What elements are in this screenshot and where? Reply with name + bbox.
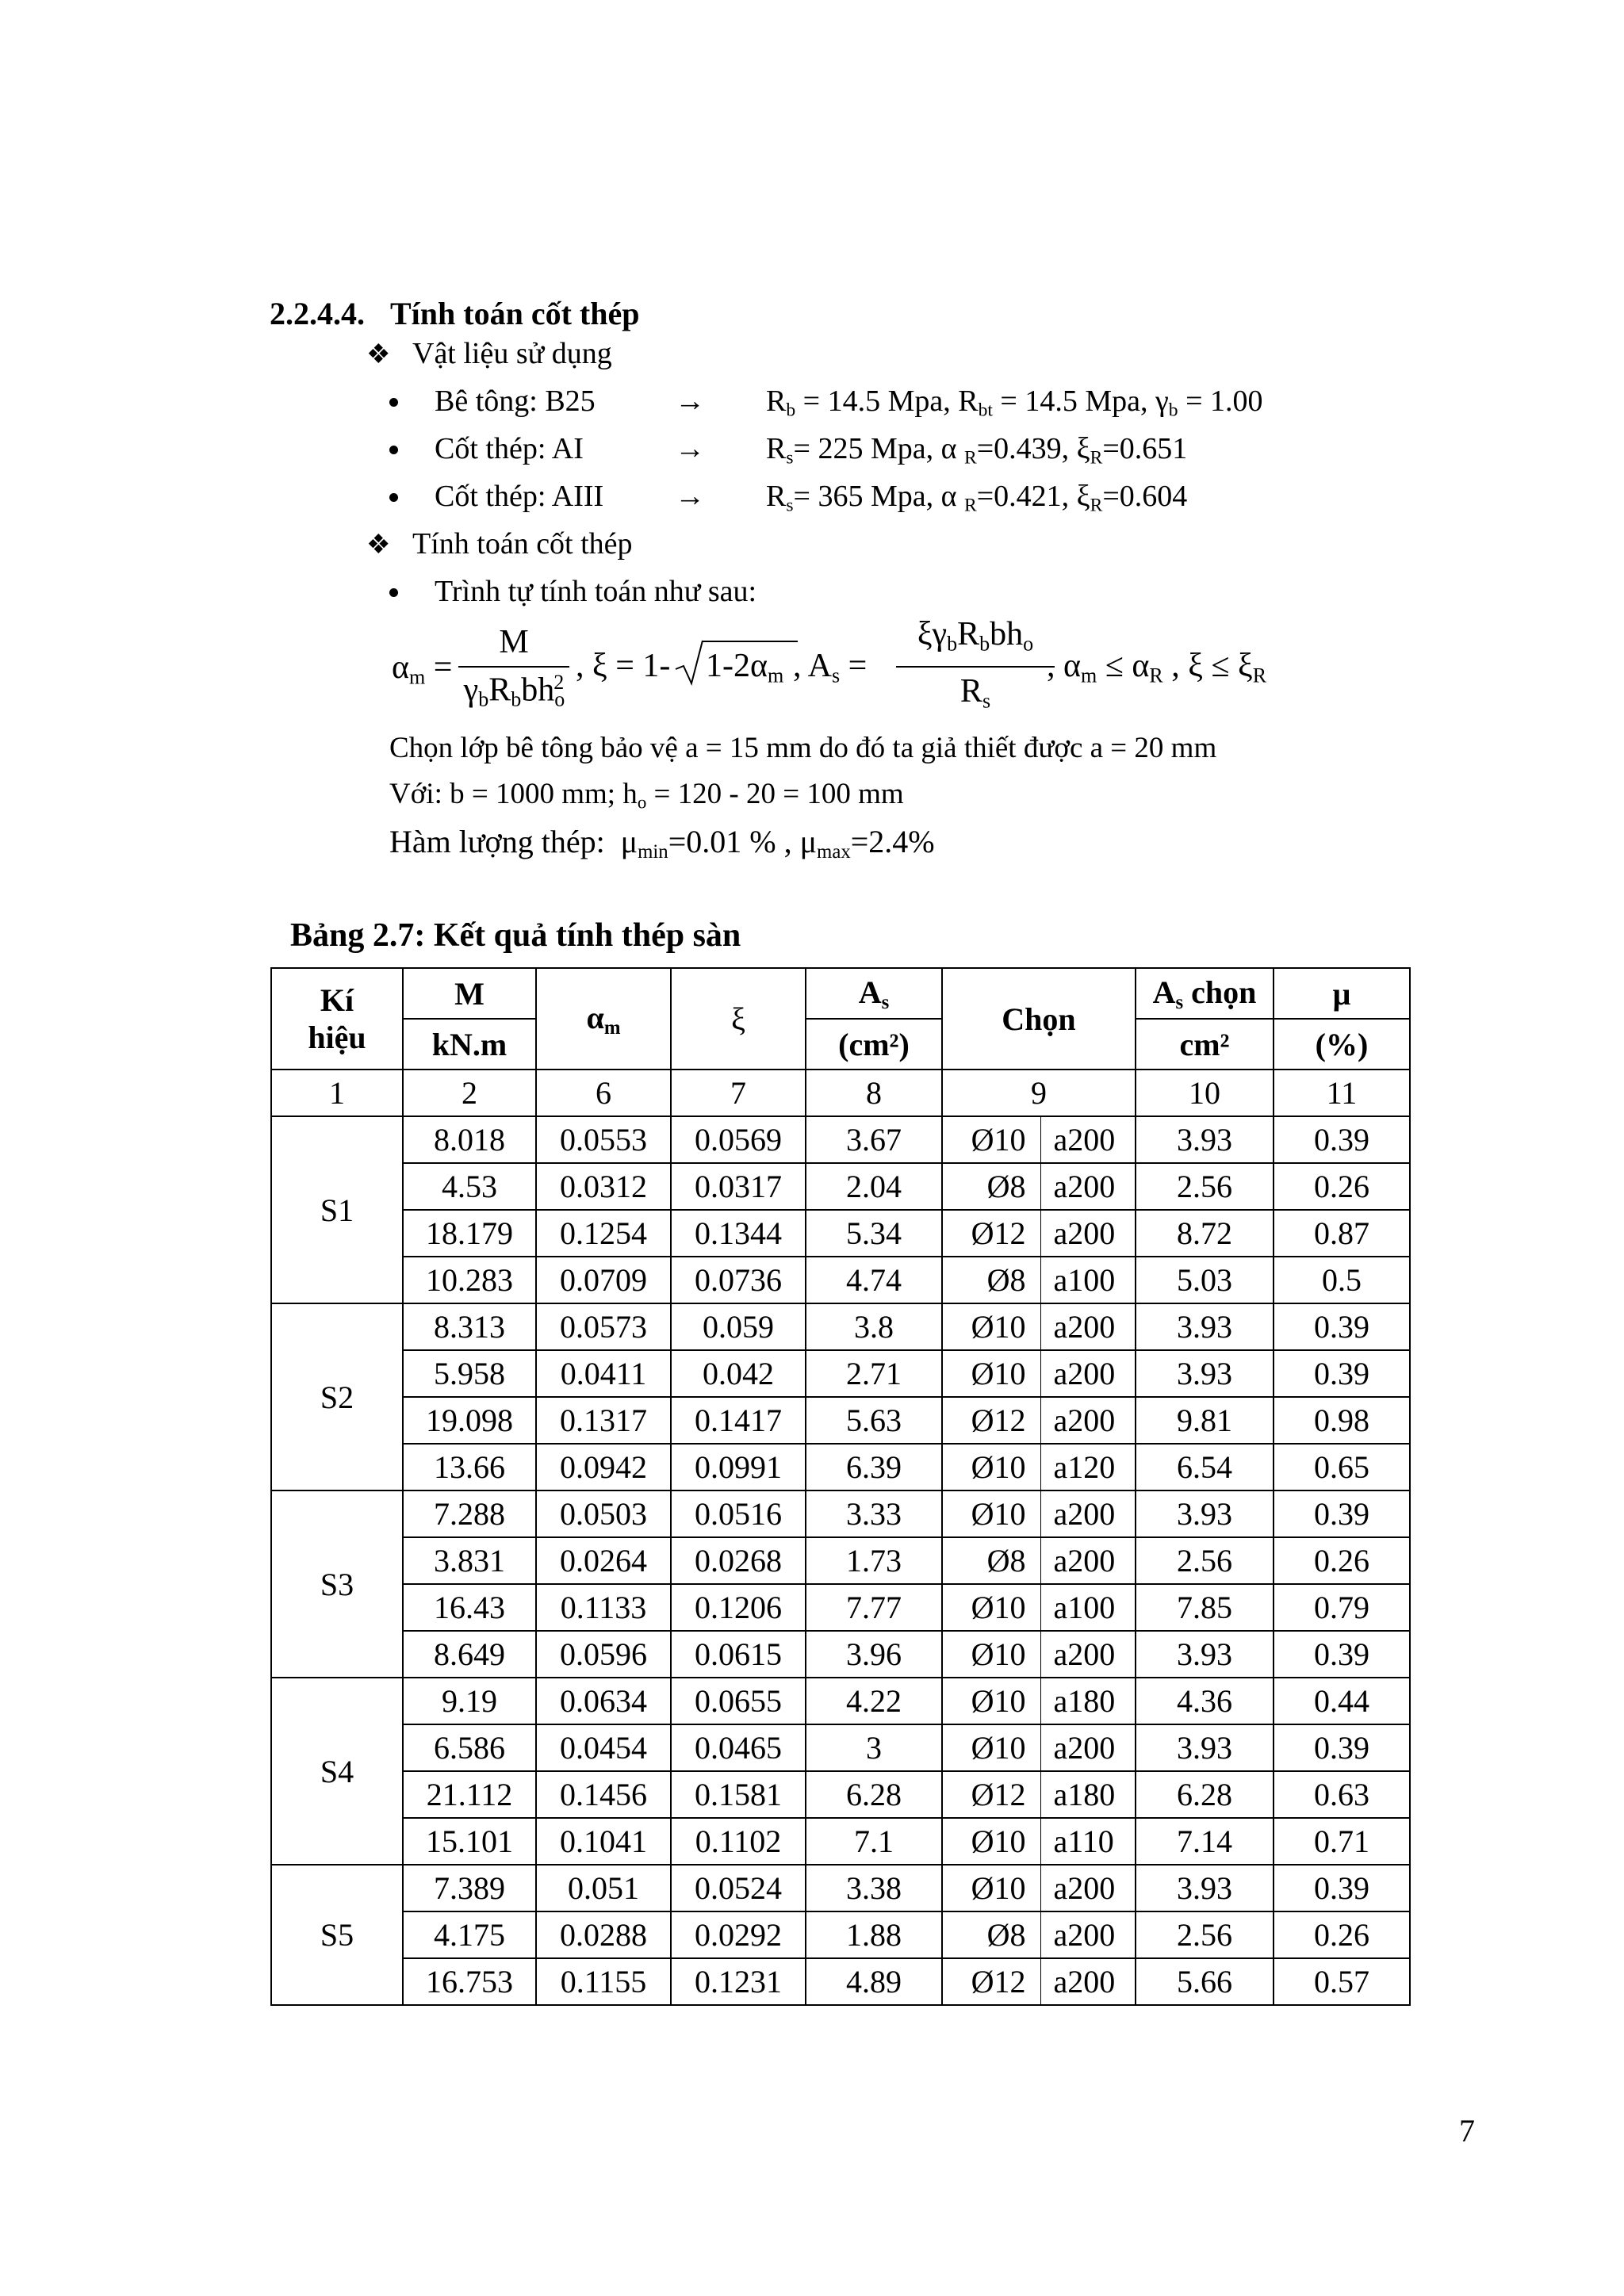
bar-spacing-cell: a180 [1040,1771,1136,1818]
alpha-m-cell: 0.0596 [536,1631,671,1678]
bar-diameter-cell: Ø12 [942,1958,1040,2005]
bar-spacing-cell: a110 [1040,1818,1136,1865]
xi-cell: 0.1102 [671,1818,806,1865]
as-required-cell: 5.63 [806,1397,942,1444]
table-row [271,1584,1410,1631]
bar-spacing-cell: a200 [1040,1350,1136,1397]
alpha-m-cell: 0.1317 [536,1397,671,1444]
page-number: 7 [1459,2113,1475,2149]
as-chosen-cell: 9.81 [1136,1397,1274,1444]
bar-diameter-cell: Ø12 [942,1210,1040,1257]
mu-cell: 0.39 [1274,1490,1410,1537]
as-required-cell: 3.67 [806,1116,942,1163]
mu-cell: 0.39 [1274,1116,1410,1163]
index-cell: 10 [1136,1070,1274,1116]
bar-diameter-cell: Ø10 [942,1818,1040,1865]
bar-diameter-cell: Ø10 [942,1865,1040,1911]
xi-cell: 0.0465 [671,1724,806,1771]
header-alpha-m: $\alpha_m$ [536,968,671,1070]
as-required-cell: 7.1 [806,1818,942,1865]
bar-spacing-cell: a200 [1040,1724,1136,1771]
mu-cell: 0.39 [1274,1631,1410,1678]
as-lhs: , $A_s$ = [793,648,868,687]
xi-cell: 0.1344 [671,1210,806,1257]
table-row [271,1631,1410,1678]
as-required-cell: 6.28 [806,1771,942,1818]
table-row [271,1865,1410,1911]
bar-spacing-cell: a120 [1040,1444,1136,1490]
mu-cell: 0.63 [1274,1771,1410,1818]
table-row [271,1818,1410,1865]
moment-cell: 13.66 [403,1444,536,1490]
xi-cell: 0.0736 [671,1257,806,1303]
alpha-m-cell: 0.0411 [536,1350,671,1397]
bar-spacing-cell: a100 [1040,1257,1136,1303]
mu-cell: 0.26 [1274,1163,1410,1210]
xi-cell: 0.1206 [671,1584,806,1631]
table-row [271,1444,1410,1490]
as-chosen-cell: 5.03 [1136,1257,1274,1303]
material-value: $R_s= 365$ Mpa, α $_R$=0.421, $\xi_R=0.604$ [766,480,1188,516]
xi-cell: 0.1417 [671,1397,806,1444]
moment-cell: 7.389 [403,1865,536,1911]
index-cell: 8 [806,1070,942,1116]
header-as-chon: $A_s$ chọn [1136,968,1274,1019]
procedure-text: Trình tự tính toán như sau: [435,575,757,608]
material-label: Cốt thép: AI [435,432,584,465]
alpha-m-cell: 0.0553 [536,1116,671,1163]
header-mu-unit: (%) [1274,1019,1410,1070]
index-cell: 9 [942,1070,1136,1116]
alpha-m-cell: 0.0573 [536,1303,671,1350]
mu-cell: 0.98 [1274,1397,1410,1444]
alpha-m-cell: 0.0454 [536,1724,671,1771]
as-chosen-cell: 6.28 [1136,1771,1274,1818]
xi-cell: 0.0569 [671,1116,806,1163]
as-numerator: $\xi\gamma_bR_bbh_o$ [917,616,1034,656]
bar-spacing-cell: a200 [1040,1210,1136,1257]
table-row [271,1771,1410,1818]
xi-cell: 0.0655 [671,1678,806,1724]
moment-cell: 8.313 [403,1303,536,1350]
design-formula [389,615,1340,726]
mu-cell: 0.79 [1274,1584,1410,1631]
mu-cell: 0.87 [1274,1210,1410,1257]
moment-cell: 8.649 [403,1631,536,1678]
header-symbol: Kí hiệu [271,968,403,1070]
bar-spacing-cell: a200 [1040,1490,1136,1537]
moment-cell: 18.179 [403,1210,536,1257]
as-chosen-cell: 3.93 [1136,1724,1274,1771]
sqrt-icon [674,639,706,687]
bar-spacing-cell: a100 [1040,1584,1136,1631]
sqrt-bar [703,641,798,642]
bullet-icon [389,493,398,502]
as-required-cell: 2.04 [806,1163,942,1210]
index-cell: 1 [271,1070,403,1116]
bar-spacing-cell: a200 [1040,1116,1136,1163]
table-row [271,1490,1410,1537]
xi-cell: 0.0524 [671,1865,806,1911]
xi-cell: 0.0268 [671,1537,806,1584]
materials-heading [366,336,612,371]
bar-spacing-cell: a200 [1040,1397,1136,1444]
mu-cell: 0.39 [1274,1303,1410,1350]
fraction-line [896,666,1055,668]
moment-cell: 8.018 [403,1116,536,1163]
as-required-cell: 6.39 [806,1444,942,1490]
alpha-m-cell: 0.1456 [536,1771,671,1818]
section-title: Tính toán cốt thép [390,296,640,331]
as-chosen-cell: 7.14 [1136,1818,1274,1865]
xi-cell: 0.042 [671,1350,806,1397]
moment-cell: 4.53 [403,1163,536,1210]
bar-diameter-cell: Ø8 [942,1911,1040,1958]
material-value: $R_s= 225$ Mpa, α $_R$=0.439, $\xi_R=0.651$ [766,432,1188,469]
table-row [271,1163,1410,1210]
alpha-m-numerator: M [499,624,529,660]
mu-cell: 0.65 [1274,1444,1410,1490]
xi-cell: 0.1581 [671,1771,806,1818]
conditions: , $\alpha_m \le \alpha_R$ , $\xi \le \xi_R$ [1047,648,1267,687]
slab-symbol: S3 [271,1490,403,1678]
index-row [271,1070,1410,1116]
calc-procedure [389,574,1182,614]
bar-diameter-cell: Ø10 [942,1116,1040,1163]
material-item-concrete [389,384,1420,423]
alpha-m-cell: 0.0503 [536,1490,671,1537]
xi-cell: 0.0615 [671,1631,806,1678]
material-item-steel-ai [389,431,1420,471]
bar-spacing-cell: a200 [1040,1163,1136,1210]
alpha-m-cell: 0.1254 [536,1210,671,1257]
xi-cell: 0.0317 [671,1163,806,1210]
moment-cell: 7.288 [403,1490,536,1537]
header-as-unit: (cm²) [806,1019,942,1070]
alpha-m-cell: 0.1133 [536,1584,671,1631]
bar-spacing-cell: a200 [1040,1911,1136,1958]
xi-cell: 0.0516 [671,1490,806,1537]
table-row [271,1350,1410,1397]
bar-diameter-cell: Ø8 [942,1257,1040,1303]
as-required-cell: 1.73 [806,1537,942,1584]
bullet-icon [389,588,398,597]
arrow-icon: → [675,432,705,465]
arrow-icon: → [675,385,705,418]
as-required-cell: 3.96 [806,1631,942,1678]
as-denominator: $R_s$ [959,673,991,713]
alpha-m-lhs: $\alpha_m$ = [392,649,453,689]
xi-expression: , ξ = 1- [576,648,671,684]
bar-diameter-cell: Ø10 [942,1584,1040,1631]
table-row [271,1397,1410,1444]
index-cell: 6 [536,1070,671,1116]
sqrt-content: $1-2\alpha_m$ [706,648,784,687]
as-chosen-cell: 3.93 [1136,1303,1274,1350]
moment-cell: 16.43 [403,1584,536,1631]
as-chosen-cell: 2.56 [1136,1163,1274,1210]
as-chosen-cell: 7.85 [1136,1584,1274,1631]
calc-heading [366,526,633,561]
xi-cell: 0.0991 [671,1444,806,1490]
xi-cell: 0.059 [671,1303,806,1350]
header-as: $A_s$ [806,968,942,1019]
table-row [271,1116,1410,1163]
table-row [271,1911,1410,1958]
index-cell: 2 [403,1070,536,1116]
xi-cell: 0.1231 [671,1958,806,2005]
bar-spacing-cell: a200 [1040,1537,1136,1584]
moment-cell: 4.175 [403,1911,536,1958]
mu-cell: 0.39 [1274,1724,1410,1771]
as-chosen-cell: 8.72 [1136,1210,1274,1257]
mu-cell: 0.44 [1274,1678,1410,1724]
as-chosen-cell: 5.66 [1136,1958,1274,2005]
as-required-cell: 3 [806,1724,942,1771]
bar-diameter-cell: Ø8 [942,1537,1040,1584]
dims-text: Với: b = 1000 mm; $h_o = 120 - 20 = 100$ mm [389,778,904,813]
alpha-m-cell: 0.0942 [536,1444,671,1490]
moment-cell: 6.586 [403,1724,536,1771]
as-required-cell: 7.77 [806,1584,942,1631]
as-required-cell: 2.71 [806,1350,942,1397]
slab-symbol: S5 [271,1865,403,2005]
bar-diameter-cell: Ø10 [942,1631,1040,1678]
material-label: Cốt thép: AIII [435,480,604,513]
steel-result-table [270,967,1411,2006]
as-required-cell: 1.88 [806,1911,942,1958]
arrow-icon: → [675,480,705,513]
mu-cell: 0.26 [1274,1911,1410,1958]
header-as-chon-unit: cm² [1136,1019,1274,1070]
table-row [271,1257,1410,1303]
table-row [271,1210,1410,1257]
fraction-line [458,666,569,668]
bullet-icon [389,446,398,454]
header-chon: Chọn [942,968,1136,1070]
diamond-bullet-icon: ❖ [366,530,391,560]
table-row [271,1678,1410,1724]
alpha-m-cell: 0.1041 [536,1818,671,1865]
alpha-m-cell: 0.0709 [536,1257,671,1303]
bullet-icon [389,398,398,407]
as-required-cell: 3.38 [806,1865,942,1911]
alpha-m-cell: 0.0634 [536,1678,671,1724]
bar-diameter-cell: Ø12 [942,1771,1040,1818]
material-item-steel-aiii [389,479,1420,519]
as-required-cell: 4.22 [806,1678,942,1724]
moment-cell: 15.101 [403,1818,536,1865]
table-row [271,1303,1410,1350]
alpha-m-cell: 0.0288 [536,1911,671,1958]
as-required-cell: 4.89 [806,1958,942,2005]
moment-cell: 9.19 [403,1678,536,1724]
bar-diameter-cell: Ø8 [942,1163,1040,1210]
as-chosen-cell: 6.54 [1136,1444,1274,1490]
bar-diameter-cell: Ø10 [942,1303,1040,1350]
alpha-m-cell: 0.0264 [536,1537,671,1584]
table-row [271,1537,1410,1584]
slab-symbol: S1 [271,1116,403,1303]
header-xi: ξ [671,968,806,1070]
header-m: M [403,968,536,1019]
moment-cell: 19.098 [403,1397,536,1444]
alpha-m-cell: 0.0312 [536,1163,671,1210]
as-chosen-cell: 2.56 [1136,1537,1274,1584]
as-required-cell: 4.74 [806,1257,942,1303]
bar-spacing-cell: a200 [1040,1631,1136,1678]
bar-diameter-cell: Ø10 [942,1444,1040,1490]
slab-symbol: S4 [271,1678,403,1865]
moment-cell: 21.112 [403,1771,536,1818]
alpha-m-cell: 0.051 [536,1865,671,1911]
as-chosen-cell: 3.93 [1136,1490,1274,1537]
bar-spacing-cell: a180 [1040,1678,1136,1724]
mu-cell: 0.26 [1274,1537,1410,1584]
as-chosen-cell: 3.93 [1136,1116,1274,1163]
as-chosen-cell: 3.93 [1136,1631,1274,1678]
alpha-m-cell: 0.1155 [536,1958,671,2005]
bar-diameter-cell: Ø10 [942,1678,1040,1724]
moment-cell: 16.753 [403,1958,536,2005]
as-chosen-cell: 3.93 [1136,1865,1274,1911]
mu-cell: 0.57 [1274,1958,1410,2005]
as-chosen-cell: 3.93 [1136,1350,1274,1397]
material-value: $R_b = 14.5$ Mpa, $R_{bt} = 14.5$ Mpa, $\gamma_b = 1.00$ [766,385,1263,421]
bar-diameter-cell: Ø10 [942,1490,1040,1537]
moment-cell: 3.831 [403,1537,536,1584]
as-required-cell: 3.33 [806,1490,942,1537]
table-row [271,1958,1410,2005]
section-number: 2.2.4.4. [270,296,365,331]
mu-cell: 0.5 [1274,1257,1410,1303]
mu-cell: 0.39 [1274,1350,1410,1397]
table-row [271,1724,1410,1771]
mu-cell: 0.39 [1274,1865,1410,1911]
index-cell: 11 [1274,1070,1410,1116]
bar-diameter-cell: Ø12 [942,1397,1040,1444]
header-mu: μ [1274,968,1410,1019]
as-required-cell: 5.34 [806,1210,942,1257]
bar-diameter-cell: Ø10 [942,1724,1040,1771]
moment-cell: 5.958 [403,1350,536,1397]
slab-symbol: S2 [271,1303,403,1490]
bar-diameter-cell: Ø10 [942,1350,1040,1397]
index-cell: 7 [671,1070,806,1116]
header-m-unit: kN.m [403,1019,536,1070]
moment-cell: 10.283 [403,1257,536,1303]
materials-heading-text: Vật liệu sử dụng [412,337,612,370]
section-heading [270,295,640,332]
bar-spacing-cell: a200 [1040,1958,1136,2005]
calc-heading-text: Tính toán cốt thép [412,527,633,561]
table-caption: Bảng 2.7: Kết quả tính thép sàn [290,917,741,954]
diamond-bullet-icon: ❖ [366,340,391,369]
bar-spacing-cell: a200 [1040,1865,1136,1911]
as-chosen-cell: 2.56 [1136,1911,1274,1958]
xi-cell: 0.0292 [671,1911,806,1958]
bar-spacing-cell: a200 [1040,1303,1136,1350]
material-label: Bê tông: B25 [435,385,596,418]
ratio-text: Hàm lượng thép: $\mu_{min}=0.01$ % , $\mu_{max}=2.4\%$ [389,824,935,863]
as-required-cell: 3.8 [806,1303,942,1350]
cover-text: Chọn lớp bê tông bảo vệ a = 15 mm do đó ta giả thiết được a = 20 mm [389,732,1217,764]
alpha-m-denominator: $\gamma_bR_bbh_o^2$ [463,671,565,711]
as-chosen-cell: 4.36 [1136,1678,1274,1724]
mu-cell: 0.71 [1274,1818,1410,1865]
